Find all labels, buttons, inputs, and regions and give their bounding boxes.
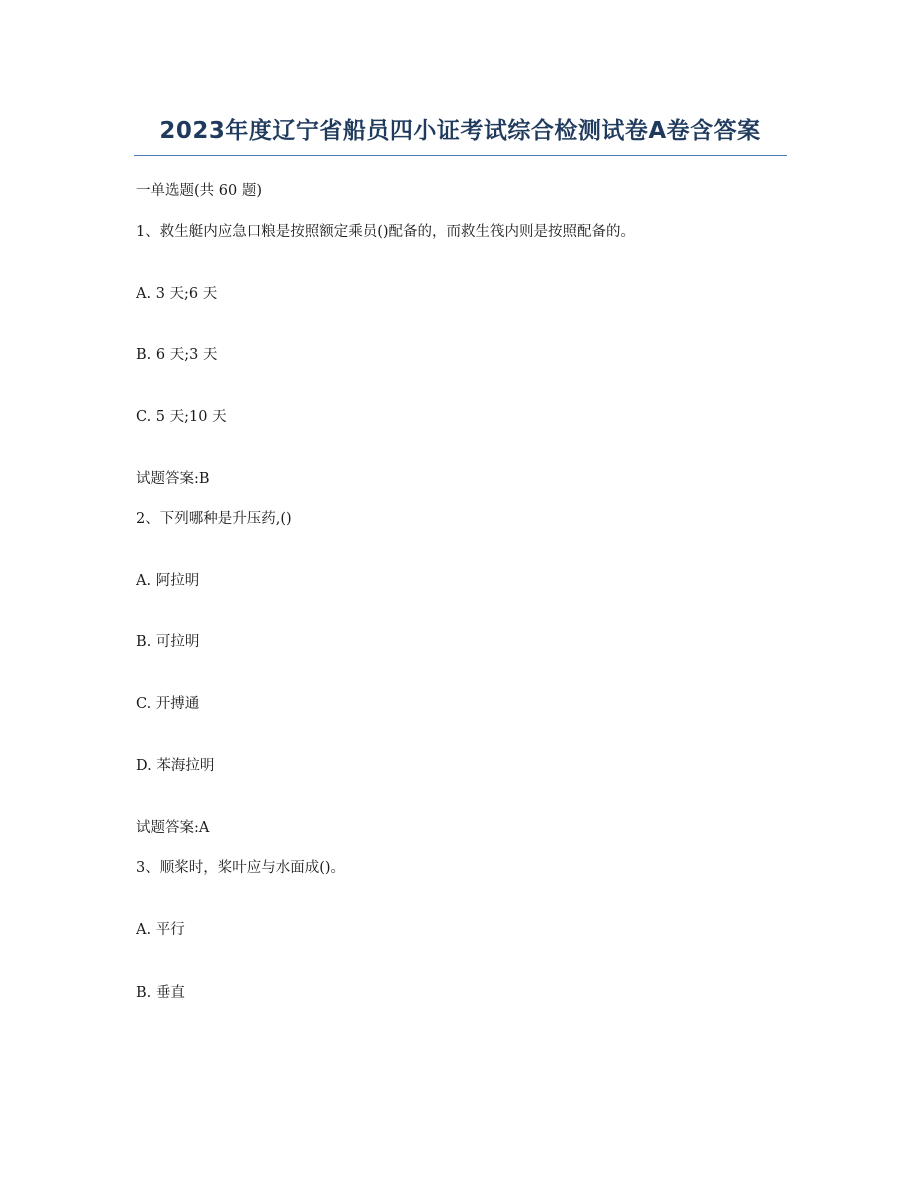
question-1-answer: 试题答案:B (136, 471, 210, 487)
question-3-option-a: A. 平行 (136, 922, 185, 938)
title-underline (134, 155, 787, 156)
page-title: 2023年度辽宁省船员四小证考试综合检测试卷A卷含答案 (159, 118, 761, 144)
question-1-option-b: B. 6 天;3 天 (136, 347, 218, 363)
question-2-option-d: D. 苯海拉明 (136, 758, 215, 774)
question-2-text: 2、下列哪种是升压药,() (136, 511, 292, 527)
question-3-text: 3、顺桨时，桨叶应与水面成()。 (136, 860, 346, 876)
question-2-answer: 试题答案:A (136, 820, 210, 836)
question-1-text: 1、救生艇内应急口粮是按照额定乘员()配备的，而救生筏内则是按照配备的。 (136, 224, 636, 240)
section-heading: 一单选题(共 60 题) (136, 183, 262, 199)
question-2-option-c: C. 开搏通 (136, 696, 200, 712)
question-2-option-b: B. 可拉明 (136, 634, 200, 650)
question-1-option-a: A. 3 天;6 天 (136, 286, 218, 302)
question-2-option-a: A. 阿拉明 (136, 573, 200, 589)
question-1-option-c: C. 5 天;10 天 (136, 409, 227, 425)
question-3-option-b: B. 垂直 (136, 985, 185, 1001)
